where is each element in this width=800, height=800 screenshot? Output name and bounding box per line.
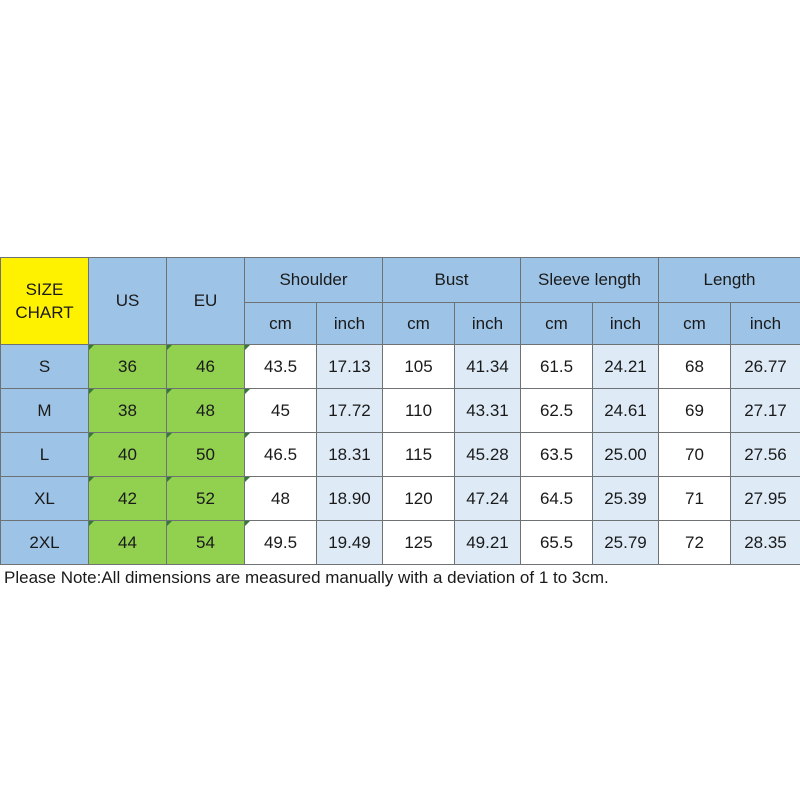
shoulder-inch: 17.72 [317, 389, 383, 433]
eu-size: 46 [167, 345, 245, 389]
us-size: 38 [89, 389, 167, 433]
shoulder-inch: 18.90 [317, 477, 383, 521]
bust-cm: 110 [383, 389, 455, 433]
shoulder-cm: 46.5 [245, 433, 317, 477]
shoulder-inch: 19.49 [317, 521, 383, 565]
shoulder-inch: 18.31 [317, 433, 383, 477]
bust-inch: 49.21 [455, 521, 521, 565]
length-cm-header: cm [659, 303, 731, 345]
size-label: XL [1, 477, 89, 521]
size-label: 2XL [1, 521, 89, 565]
table-row [1, 389, 800, 433]
sleeve-cm: 64.5 [521, 477, 593, 521]
bust-cm-header: cm [383, 303, 455, 345]
eu-size: 50 [167, 433, 245, 477]
length-cm: 69 [659, 389, 731, 433]
length-cm: 70 [659, 433, 731, 477]
bust-inch: 47.24 [455, 477, 521, 521]
us-header: US [89, 258, 167, 345]
us-size: 40 [89, 433, 167, 477]
bust-cm: 105 [383, 345, 455, 389]
bust-cm: 120 [383, 477, 455, 521]
bust-inch-header: inch [455, 303, 521, 345]
size-chart-header: SIZE CHART [1, 258, 89, 345]
eu-size: 48 [167, 389, 245, 433]
bust-inch: 41.34 [455, 345, 521, 389]
measurement-note: Please Note:All dimensions are measured manually with a deviation of 1 to 3cm. [4, 568, 609, 587]
sleeve-cm: 65.5 [521, 521, 593, 565]
shoulder-header: Shoulder [245, 258, 383, 303]
table-row [1, 433, 800, 477]
bust-inch: 43.31 [455, 389, 521, 433]
sleeve-inch: 25.00 [593, 433, 659, 477]
shoulder-cm: 45 [245, 389, 317, 433]
sleeve-length-header: Sleeve length [521, 258, 659, 303]
eu-header: EU [167, 258, 245, 345]
shoulder-cm: 48 [245, 477, 317, 521]
size-label: S [1, 345, 89, 389]
header-row [1, 258, 800, 303]
length-inch: 27.17 [731, 389, 800, 433]
sleeve-cm: 62.5 [521, 389, 593, 433]
sleeve-inch: 24.61 [593, 389, 659, 433]
length-cm: 68 [659, 345, 731, 389]
table-row [1, 345, 800, 389]
eu-size: 54 [167, 521, 245, 565]
length-inch: 28.35 [731, 521, 800, 565]
us-size: 42 [89, 477, 167, 521]
length-inch: 27.56 [731, 433, 800, 477]
length-inch: 26.77 [731, 345, 800, 389]
length-inch-header: inch [731, 303, 800, 345]
bust-inch: 45.28 [455, 433, 521, 477]
us-size: 44 [89, 521, 167, 565]
size-label: M [1, 389, 89, 433]
shoulder-inch-header: inch [317, 303, 383, 345]
length-header: Length [659, 258, 800, 303]
table-row [1, 521, 800, 565]
us-size: 36 [89, 345, 167, 389]
sleeve-inch: 25.79 [593, 521, 659, 565]
eu-size: 52 [167, 477, 245, 521]
table-row [1, 477, 800, 521]
length-inch: 27.95 [731, 477, 800, 521]
length-cm: 71 [659, 477, 731, 521]
sleeve-cm: 63.5 [521, 433, 593, 477]
bust-cm: 125 [383, 521, 455, 565]
shoulder-cm: 43.5 [245, 345, 317, 389]
size-chart-table [0, 257, 800, 565]
shoulder-cm-header: cm [245, 303, 317, 345]
sleeve-cm: 61.5 [521, 345, 593, 389]
bust-cm: 115 [383, 433, 455, 477]
bust-header: Bust [383, 258, 521, 303]
sleeve-inch-header: inch [593, 303, 659, 345]
sleeve-inch: 25.39 [593, 477, 659, 521]
sleeve-cm-header: cm [521, 303, 593, 345]
length-cm: 72 [659, 521, 731, 565]
size-label: L [1, 433, 89, 477]
shoulder-inch: 17.13 [317, 345, 383, 389]
shoulder-cm: 49.5 [245, 521, 317, 565]
sleeve-inch: 24.21 [593, 345, 659, 389]
